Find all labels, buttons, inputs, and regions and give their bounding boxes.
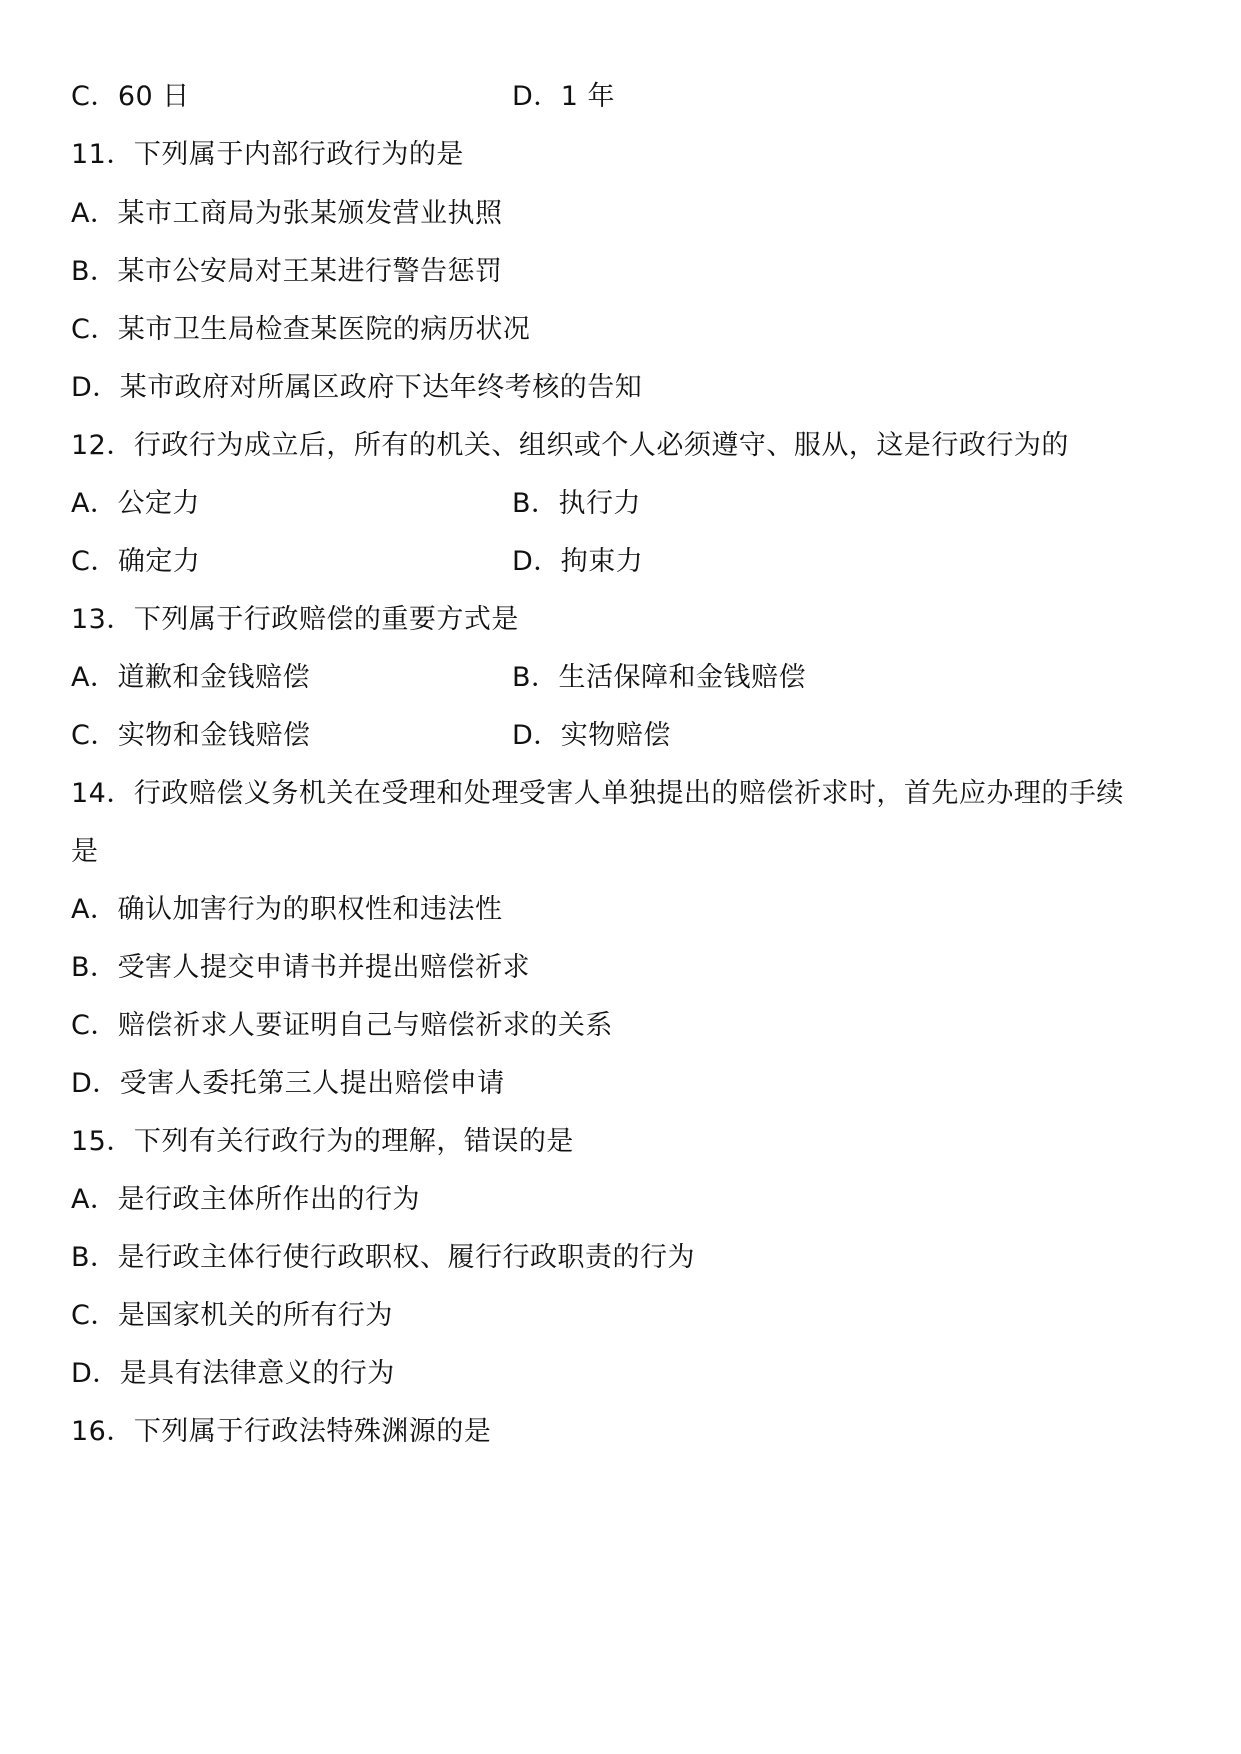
option-a: A．是行政主体所作出的行为 — [71, 1184, 420, 1215]
option-b: B．执行力 — [512, 488, 642, 519]
option-a: A．确认加害行为的职权性和违法性 — [71, 894, 503, 925]
option-b: B．某市公安局对王某进行警告惩罚 — [71, 256, 503, 287]
question-15: 15．下列有关行政行为的理解，错误的是 — [71, 1126, 574, 1157]
option-b: B．受害人提交申请书并提出赔偿祈求 — [71, 952, 531, 983]
option-d: D．1 年 — [512, 81, 616, 112]
option-d: D．实物赔偿 — [512, 720, 671, 751]
question-11: 11．下列属于内部行政行为的是 — [71, 139, 464, 170]
option-b: B．生活保障和金钱赔偿 — [512, 662, 807, 693]
option-c: C．某市卫生局检查某医院的病历状况 — [71, 314, 531, 345]
option-d: D．拘束力 — [512, 546, 644, 577]
option-d: D．某市政府对所属区政府下达年终考核的告知 — [71, 372, 643, 403]
option-c: C．实物和金钱赔偿 — [71, 720, 311, 751]
option-a: A．道歉和金钱赔偿 — [71, 662, 310, 693]
question-14: 14．行政赔偿义务机关在受理和处理受害人单独提出的赔偿祈求时，首先应办理的手续 — [71, 778, 1124, 809]
option-a: A．公定力 — [71, 488, 200, 519]
option-c: C．赔偿祈求人要证明自己与赔偿祈求的关系 — [71, 1010, 613, 1041]
option-b: B．是行政主体行使行政职权、履行行政职责的行为 — [71, 1242, 696, 1273]
option-a: A．某市工商局为张某颁发营业执照 — [71, 198, 503, 229]
question-12: 12．行政行为成立后，所有的机关、组织或个人必须遵守、服从，这是行政行为的 — [71, 430, 1069, 461]
question-16: 16．下列属于行政法特殊渊源的是 — [71, 1416, 492, 1447]
option-c: C．60 日 — [71, 81, 190, 112]
option-c: C．是国家机关的所有行为 — [71, 1300, 393, 1331]
question-13: 13．下列属于行政赔偿的重要方式是 — [71, 604, 519, 635]
option-c: C．确定力 — [71, 546, 201, 577]
option-d: D．受害人委托第三人提出赔偿申请 — [71, 1068, 505, 1099]
question-14-continuation: 是 — [71, 836, 99, 867]
option-d: D．是具有法律意义的行为 — [71, 1358, 395, 1389]
